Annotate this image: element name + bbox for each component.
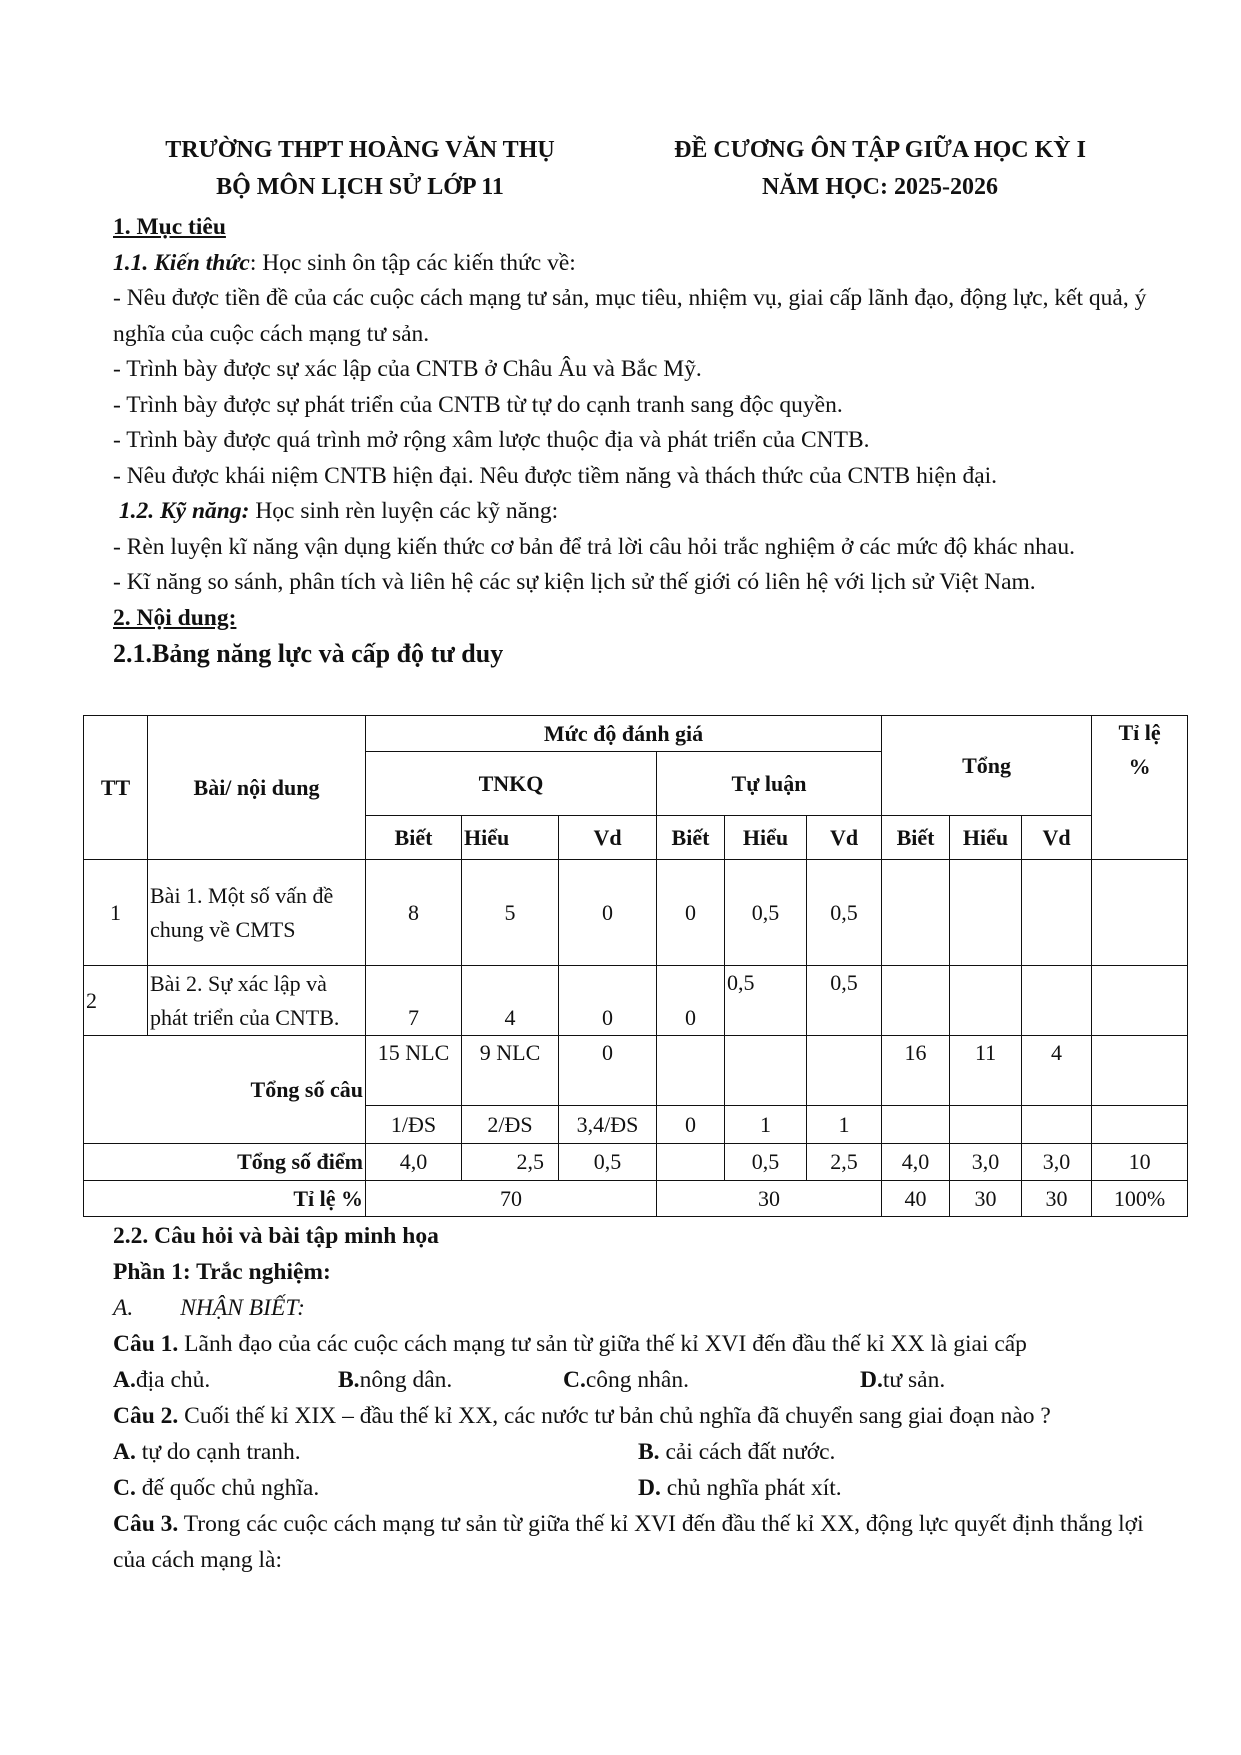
table-row-ratio [84,1181,1188,1217]
option-b: B.nông dân. [338,1367,453,1393]
knowledge-item: - Trình bày được quá trình mở rộng xâm lược thuộc địa và phát triển của CNTB. [113,427,870,453]
question-1 [113,1326,1163,1362]
knowledge-label: 1.1. Kiến thức [113,249,250,276]
cell-lesson: Bài 2. Sự xác lập và phát triển của CNTB. [148,966,366,1036]
col-header-tt: TT [84,716,148,860]
skills-label: 1.2. Kỹ năng: [118,498,250,524]
section2-heading: 2. Nội dung: [113,604,237,631]
cell-empty [882,860,950,966]
question-text: Trong các cuộc cách mạng tư sản từ giữa thế kỉ XVI đến đầu thế kỉ XX, động lực quyết định thắng lợi của cách mạng là: [113,1511,1144,1573]
part1-heading: Phần 1: Trắc nghiệm: [113,1259,331,1285]
department-name: BỘ MÔN LỊCH SỬ LỚP 11 [216,174,504,200]
cell-empty [1022,966,1092,1036]
sub-header: Hiểu [462,816,559,860]
question-2-options-row2 [113,1470,1163,1506]
option-a: A. tự do cạnh tranh. [113,1439,301,1465]
knowledge-item: - Nêu được khái niệm CNTB hiện đại. Nêu được tiềm năng và thách thức của CNTB hiện đại. [113,462,998,489]
question-text: Lãnh đạo của các cuộc cách mạng tư sản từ giữa thế kỉ XVI đến đầu thế kỉ XX là giai cấp [178,1331,1027,1357]
cell-value: 0,5 [725,1144,807,1181]
table-row-total-points [84,1144,1188,1181]
school-year: NĂM HỌC: 2025-2026 [762,174,998,200]
cell-empty [1092,966,1188,1036]
skills-item: - Kĩ năng so sánh, phân tích và liên hệ các sự kiện lịch sử thế giới có liên hệ với lịch sử Việt Nam. [113,569,1036,595]
table-row [84,966,1188,1036]
question-3 [113,1506,1163,1578]
option-b: B. cải cách đất nước. [638,1439,836,1465]
sub-header: Vd [559,816,657,860]
cell-empty [657,1036,725,1106]
cell-empty [950,966,1022,1036]
cell-value: 4 [1022,1036,1092,1106]
cell-empty [1092,1036,1188,1106]
table-row [84,860,1188,966]
cell-value: 70 [366,1181,657,1217]
header-right [630,132,1130,206]
cell-value: 15 NLC [366,1036,462,1106]
knowledge-item: - Nêu được tiền đề của các cuộc cách mạng tư sản, mục tiêu, nhiệm vụ, giai cấp lãnh đạo, động lực, kết quả, ý nghĩa của cuộc cách mạng tư sản. [113,285,1147,347]
sub-header: Biết [366,816,462,860]
question-label: Câu 3. [113,1511,179,1537]
sub-header: Hiểu [725,816,807,860]
sub-header: Vd [807,816,882,860]
cell-value [657,1144,725,1181]
competency-table [83,715,1188,1217]
cell-tt: 1 [84,860,148,966]
cell-value: 30 [657,1181,882,1217]
cell-value: 0 [559,1036,657,1106]
cell-value: 1 [725,1106,807,1144]
cell-value: 3,4/ĐS [559,1106,657,1144]
question-label: Câu 2. [113,1403,179,1429]
objectives-section [113,210,1163,674]
cell-value: 0 [657,1106,725,1144]
col-header-essay: Tự luận [657,752,882,816]
knowledge-item: - Trình bày được sự xác lập của CNTB ở Châu Âu và Bắc Mỹ. [113,356,702,382]
cell-value: 0 [559,860,657,966]
cell-value: 1 [807,1106,882,1144]
knowledge-item: - Trình bày được sự phát triển của CNTB từ tự do cạnh tranh sang độc quyền. [113,391,843,418]
document-title: ĐỀ CƯƠNG ÔN TẬP GIỮA HỌC KỲ I [674,137,1086,163]
cell-value: 0,5 [807,860,882,966]
cell-empty [1092,1106,1188,1144]
cell-value: 0,5 [725,860,807,966]
sub-header: Biết [882,816,950,860]
table-row-total-questions [84,1036,1188,1106]
cell-value: 1/ĐS [366,1106,462,1144]
cell-value: 2,5 [807,1144,882,1181]
option-c: C. đế quốc chủ nghĩa. [113,1475,320,1501]
table-heading: 2.1.Bảng năng lực và cấp độ tư duy [113,639,504,668]
question-2 [113,1398,1163,1434]
section22-heading: 2.2. Câu hỏi và bài tập minh họa [113,1223,439,1249]
cell-empty [807,1036,882,1106]
ratio-label: Tỉ lệ % [84,1181,366,1217]
cell-empty [1022,860,1092,966]
cell-value: 0,5 [807,966,882,1036]
cell-value: 30 [1022,1181,1092,1217]
total-points-label: Tổng số điểm [84,1144,366,1181]
cell-empty [725,1036,807,1106]
questions-section [113,1218,1163,1578]
school-name: TRƯỜNG THPT HOÀNG VĂN THỤ [165,137,555,163]
cell-value: 16 [882,1036,950,1106]
skills-intro: Học sinh rèn luyện các kỹ năng: [249,498,559,524]
col-header-tnkq: TNKQ [366,752,657,816]
cell-empty [882,1106,950,1144]
cell-empty [1092,860,1188,966]
option-d: D.tư sản. [860,1367,946,1393]
col-header-total: Tổng [882,716,1092,816]
question-text: Cuối thế kỉ XIX – đầu thế kỉ XX, các nước tư bản chủ nghĩa đã chuyển sang giai đoạn nào ? [178,1403,1051,1429]
col-header-ratio: Tỉ lệ % [1092,716,1188,860]
header-left [115,132,605,206]
cell-value: 0,5 [725,966,807,1036]
cell-value: 11 [950,1036,1022,1106]
cell-value: 8 [366,860,462,966]
cell-empty [950,1106,1022,1144]
cell-value: 0 [559,966,657,1036]
col-header-level: Mức độ đánh giá [366,716,882,752]
sub-header: Biết [657,816,725,860]
question-2-options-row1 [113,1434,1163,1470]
option-a: A.địa chủ. [113,1367,211,1393]
cell-value: 10 [1092,1144,1188,1181]
option-c: C.công nhân. [563,1367,689,1393]
skills-item: - Rèn luyện kĩ năng vận dụng kiến thức cơ bản để trả lời câu hỏi trắc nghiệm ở các mức độ khác nhau. [113,533,1075,560]
cell-value: 100% [1092,1181,1188,1217]
question-1-options [113,1362,1163,1398]
cell-empty [950,860,1022,966]
cell-value: 3,0 [1022,1144,1092,1181]
cell-value: 40 [882,1181,950,1217]
cell-value: 0 [657,966,725,1036]
sub-header: Hiểu [950,816,1022,860]
cell-value: 5 [462,860,559,966]
col-header-lesson: Bài/ nội dung [148,716,366,860]
cell-value: 0,5 [559,1144,657,1181]
question-label: Câu 1. [113,1331,179,1357]
cell-value: 9 NLC [462,1036,559,1106]
cell-value: 4 [462,966,559,1036]
level-a-heading: A. NHẬN BIẾT: [113,1295,305,1321]
knowledge-intro: : Học sinh ôn tập các kiến thức về: [249,249,576,276]
cell-value: 0 [657,860,725,966]
cell-value: 30 [950,1181,1022,1217]
cell-value: 3,0 [950,1144,1022,1181]
cell-lesson: Bài 1. Một số vấn đề chung về CMTS [148,860,366,966]
sub-header: Vd [1022,816,1092,860]
cell-empty [1022,1106,1092,1144]
cell-tt: 2 [84,966,148,1036]
cell-empty [882,966,950,1036]
cell-value: 2,5 [462,1144,559,1181]
cell-value: 2/ĐS [462,1106,559,1144]
option-d: D. chủ nghĩa phát xít. [638,1475,842,1501]
total-questions-label: Tổng số câu [84,1036,366,1144]
cell-value: 4,0 [882,1144,950,1181]
cell-value: 4,0 [366,1144,462,1181]
section1-heading: 1. Mục tiêu [113,214,226,240]
cell-value: 7 [366,966,462,1036]
